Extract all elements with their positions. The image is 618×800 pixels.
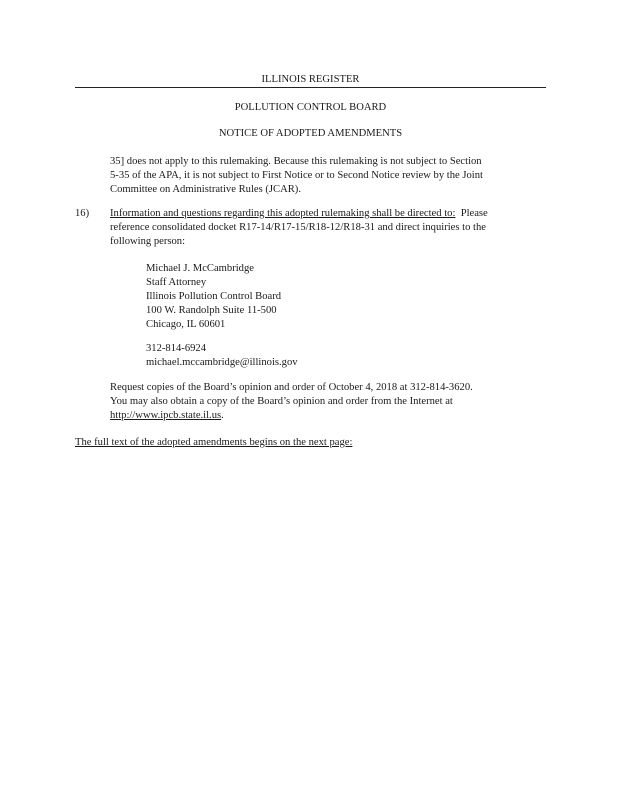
contact-title: Staff Attorney [146,277,207,288]
contact-address-1: 100 W. Randolph Suite 11-500 [146,305,277,316]
item16-lead [110,207,488,220]
contact-name: Michael J. McCambridge [146,263,254,274]
request-line-1: Request copies of the Board’s opinion and order of October 4, 2018 at 312-814-3620. [110,382,473,393]
ipcb-url-link[interactable]: http://www.ipcb.state.il.us [110,410,222,421]
contact-address-2: Chicago, IL 60601 [146,319,226,330]
url-period: . [221,410,224,421]
request-line-2: You may also obtain a copy of the Board’s opinion and order from the Internet at [110,396,453,407]
header-rule [75,87,546,88]
item-number: 16) [75,208,90,219]
register-title: ILLINOIS REGISTER [261,74,360,85]
continuation-line-1: 35] does not apply to this rulemaking. Because this rulemaking is not subject to Section [110,156,482,167]
notice-title: NOTICE OF ADOPTED AMENDMENTS [218,128,403,139]
item16-line-3: following person: [110,236,186,247]
item16-lead-rest: Please [455,208,488,219]
closing-line: The full text of the adopted amendments begins on the next page: [75,437,353,448]
request-line-3 [110,409,224,422]
contact-org: Illinois Pollution Control Board [146,291,282,302]
agency-name: POLLUTION CONTROL BOARD [234,102,387,113]
contact-email[interactable]: michael.mccambridge@illinois.gov [146,357,298,368]
continuation-line-2: 5-35 of the APA, it is not subject to First Notice or to Second Notice review by the Joint [110,170,483,181]
item16-lead-underlined: Information and questions regarding this adopted rulemaking shall be directed to: [110,208,456,219]
contact-phone: 312-814-6924 [146,343,207,354]
item16-line-2: reference consolidated docket R17-14/R17-15/R18-12/R18-31 and direct inquiries to the [110,222,486,233]
continuation-line-3: Committee on Administrative Rules (JCAR). [110,184,301,195]
